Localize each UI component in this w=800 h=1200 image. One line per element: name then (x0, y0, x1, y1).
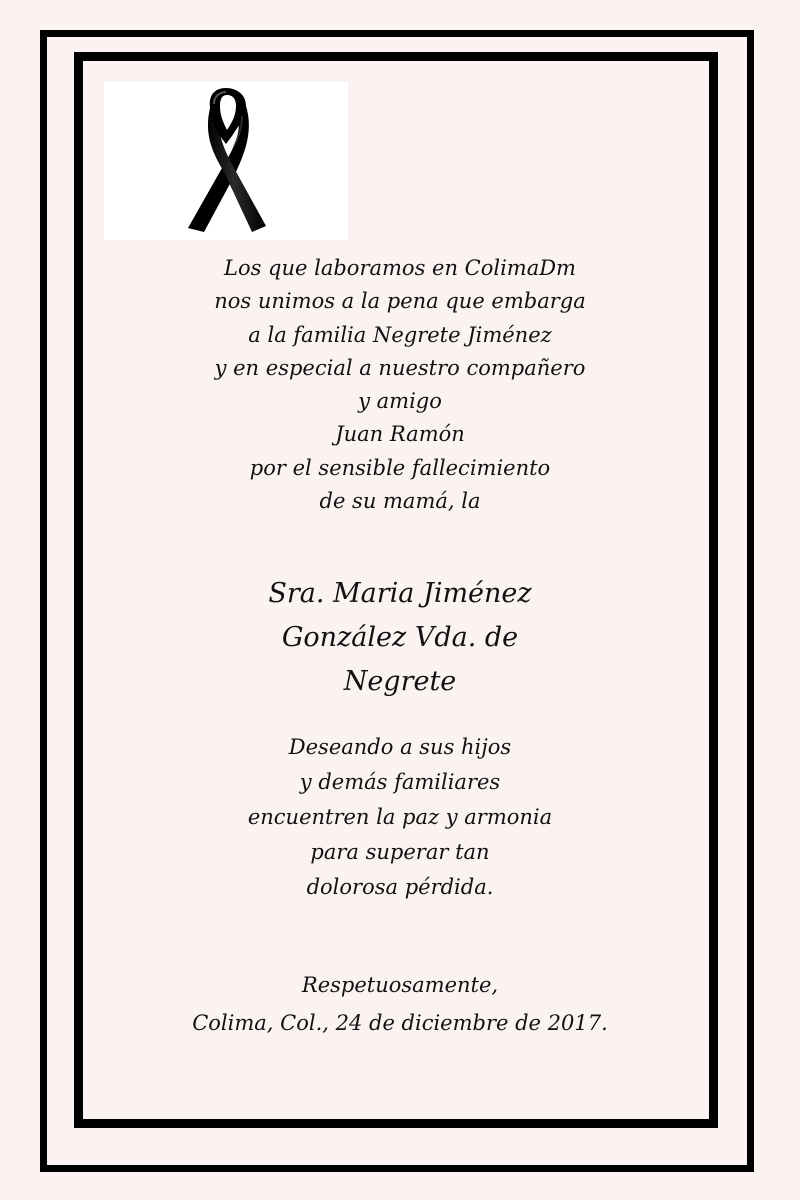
intro-line: por el sensible fallecimiento (249, 455, 551, 480)
intro-line: de su mamá, la (319, 489, 481, 514)
intro-line: Juan Ramón (335, 422, 465, 447)
place-and-date: Colima, Col., 24 de diciembre de 2017. (192, 1011, 608, 1035)
mourning-ribbon-icon (174, 86, 278, 236)
deceased-name-line: Sra. Maria Jiménez (268, 578, 532, 609)
deceased-name (150, 572, 650, 704)
wishes-line: dolorosa pérdida. (306, 875, 494, 899)
closing-salutation: Respetuosamente, (301, 973, 499, 997)
intro-line: y en especial a nuestro compañero (214, 355, 586, 380)
intro-line: a la familia Negrete Jiménez (248, 322, 552, 347)
wishes-line: para superar tan (310, 840, 490, 864)
intro-line: y amigo (358, 389, 442, 414)
intro-line: Los que laboramos en ColimaDm (224, 256, 576, 280)
condolence-intro (150, 252, 650, 518)
closing-signature (150, 966, 650, 1042)
intro-line: nos unimos a la pena que embarga (214, 289, 586, 314)
ribbon-image (104, 82, 348, 240)
wishes-line: Deseando a sus hijos (288, 735, 512, 759)
condolence-wishes (150, 730, 650, 905)
wishes-line: y demás familiares (299, 770, 501, 794)
deceased-name-line: González Vda. de (281, 622, 519, 653)
deceased-name-line: Negrete (343, 666, 457, 697)
wishes-line: encuentren la paz y armonia (247, 805, 553, 829)
